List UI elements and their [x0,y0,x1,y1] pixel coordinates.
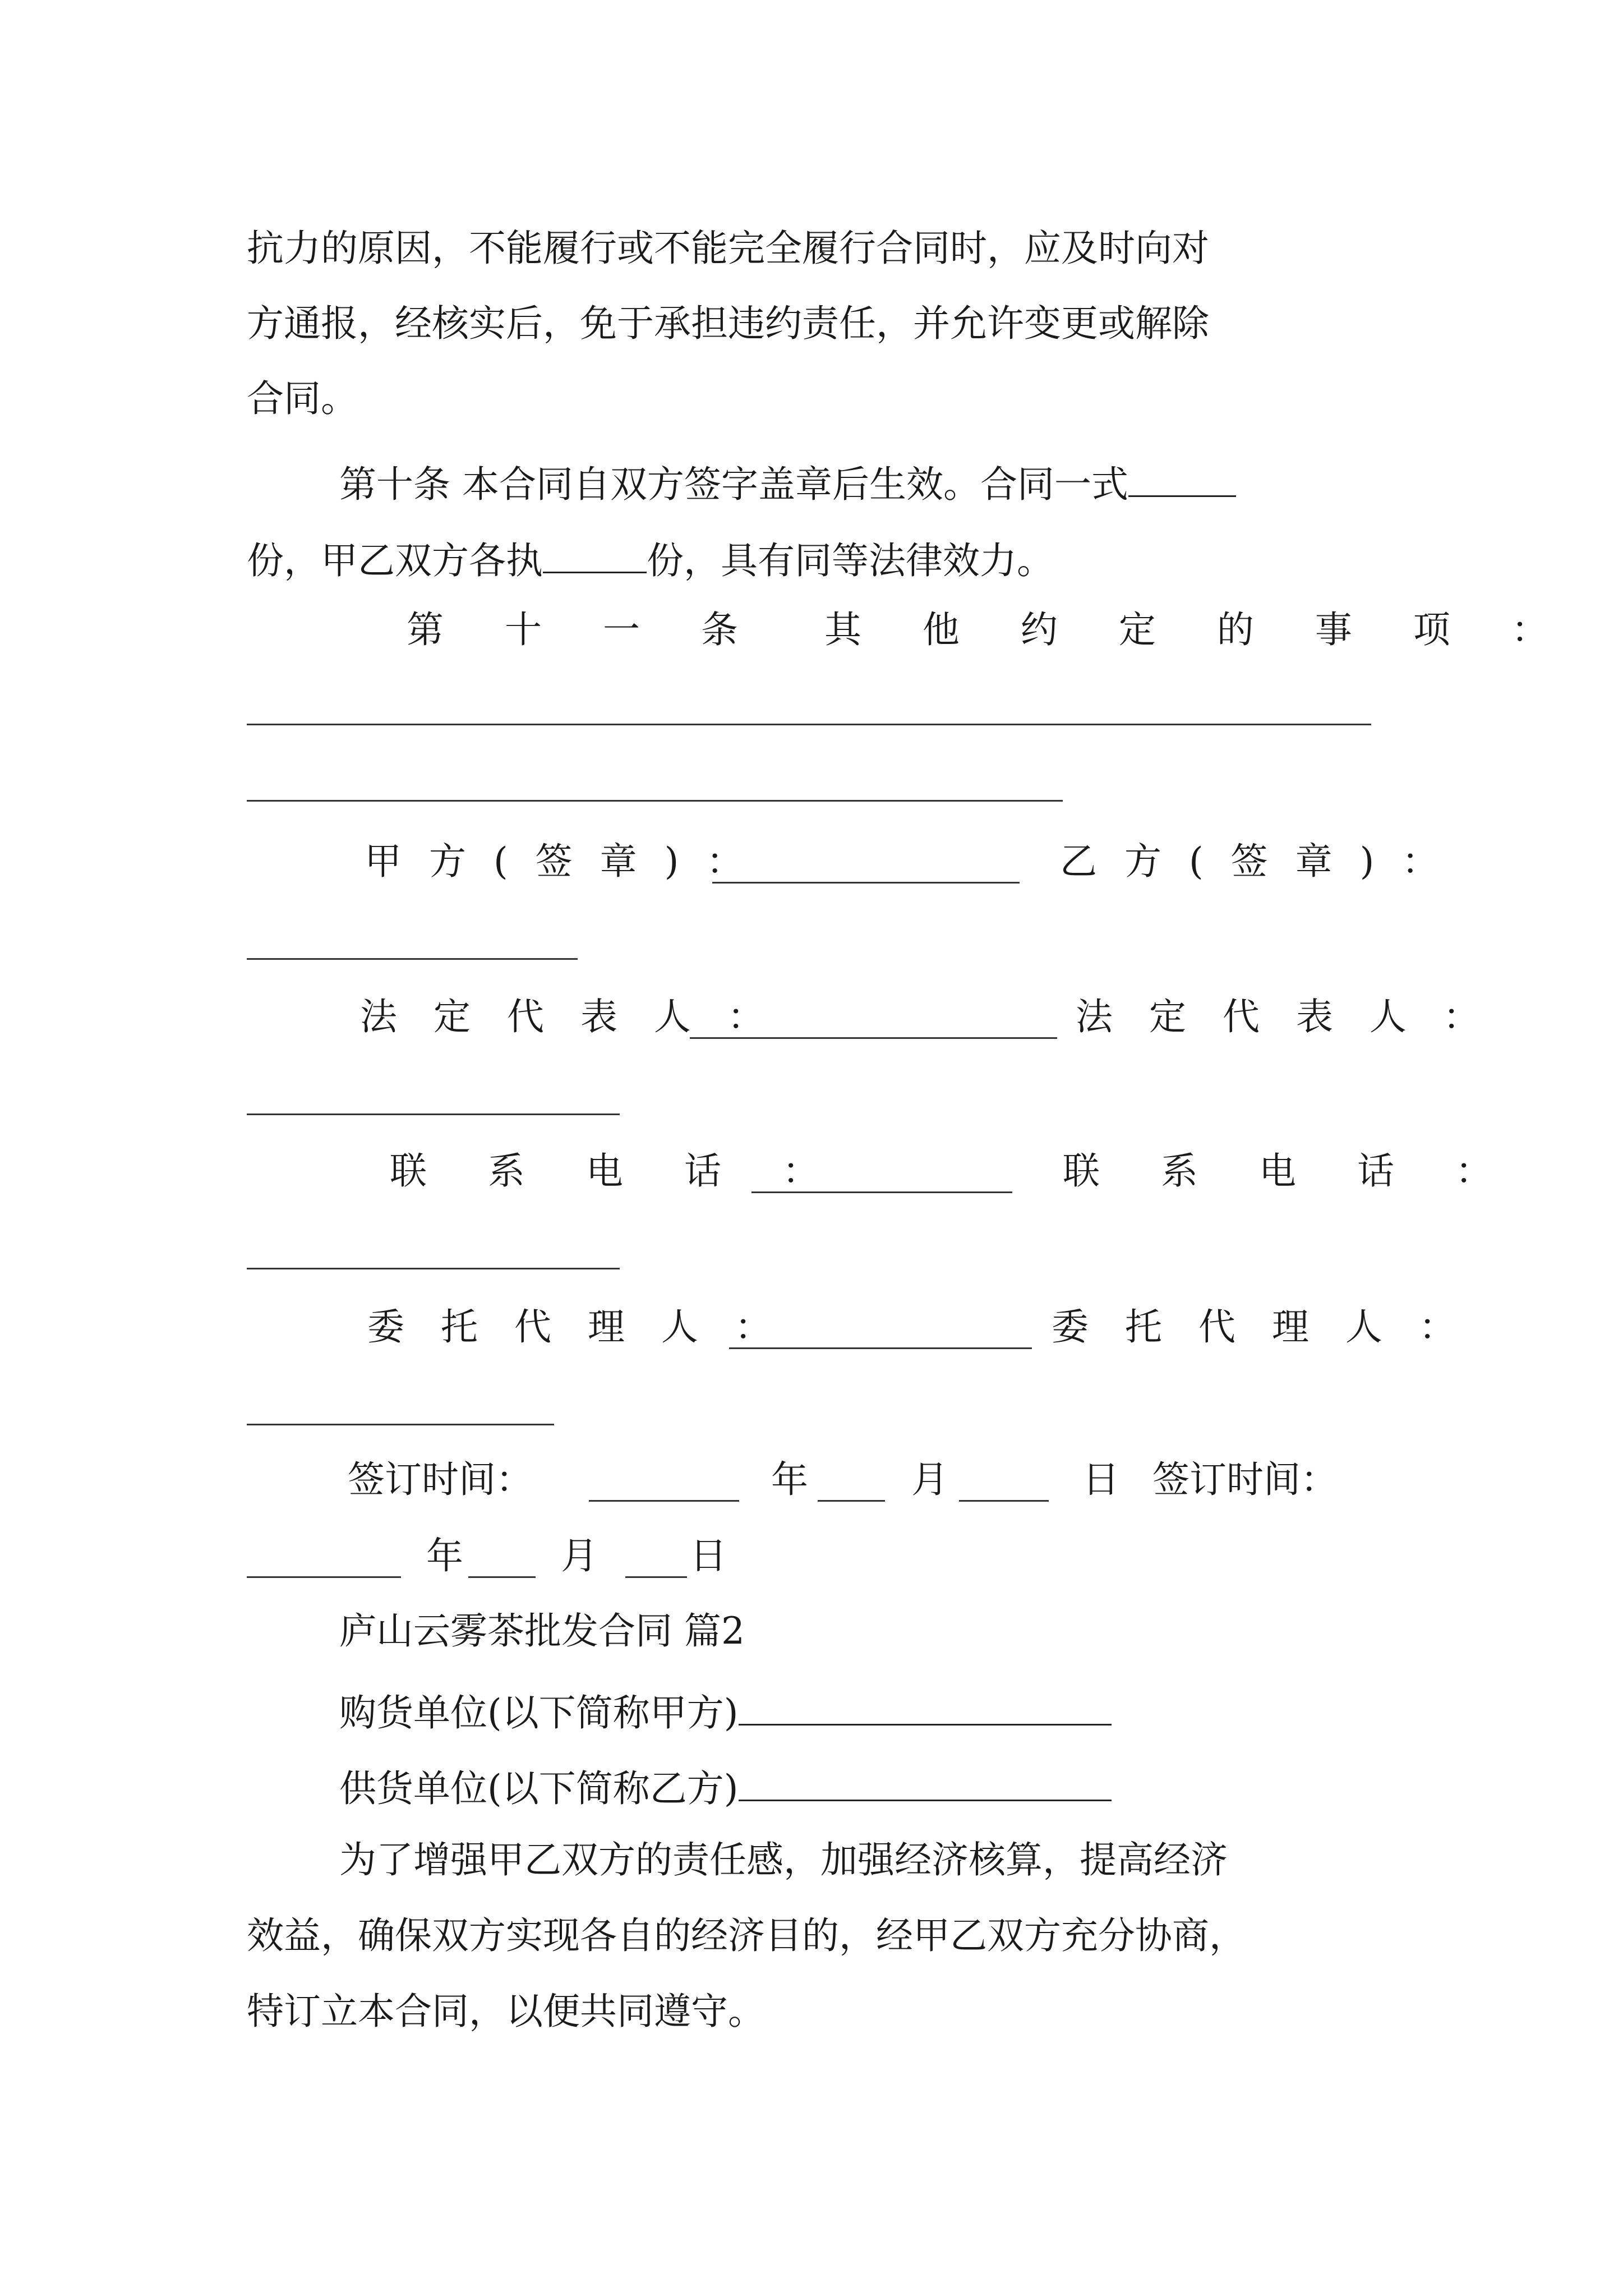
phone-a-blank [751,1191,1012,1193]
party-a-sign-label: 甲 方 ( 签 章 ) ： [365,840,751,883]
sign-date-b-day-blank [625,1576,687,1578]
phone-b-blank [247,1268,620,1269]
agent-b-label: 委 托 代 理 人 ： [1052,1305,1468,1349]
intro-line-1: 为了增强甲乙双方的责任感，加强经济核算，提高经济 [339,1838,1228,1881]
sign-date-b-day: 日 [690,1534,727,1577]
sign-date-a-day-blank [959,1500,1049,1502]
party-b-sign-blank [247,958,578,960]
seller-label: 供货单位(以下简称乙方) [339,1767,739,1810]
agent-b-blank [247,1424,554,1425]
body-text-line: 合同。 [247,377,358,420]
sign-date-b-year: 年 [426,1534,463,1577]
other-matters-blank-1 [247,724,1371,725]
party-b-sign-label: 乙 方 ( 签 章 ) ： [1060,840,1447,883]
body-text-line: 抗力的原因，不能履行或不能完全履行合同时，应及时向对 [247,227,1209,270]
article-10-line [339,452,1236,505]
sign-date-a-month-blank [818,1500,885,1502]
other-matters-blank-2 [247,800,1063,802]
sign-date-a-year: 年 [771,1458,808,1501]
sign-date-b-label: 签订时间： [1152,1458,1338,1501]
sign-date-a-day: 日 [1082,1458,1119,1501]
agent-a-label: 委 托 代 理 人 ： [367,1305,784,1349]
party-a-sign-blank [712,882,1020,884]
buyer-line [339,1680,1112,1734]
buyer-blank [739,1680,1112,1726]
body-text-line: 方通报，经核实后，免于承担违约责任，并允许变更或解除 [247,302,1209,345]
sign-date-b-year-blank [247,1576,401,1578]
sign-date-b-month: 月 [561,1534,598,1577]
article-10-text-b: 份，具有同等法律效力。 [647,539,1054,582]
seller-line [339,1756,1112,1810]
article-10-line-2 [247,528,1054,582]
phone-b-label: 联 系 电 话 ： [1063,1149,1517,1193]
sign-date-b-month-blank [468,1576,536,1578]
article-11-heading: 第 十 一 条 其 他 约 定 的 事 项 ： [407,608,1573,651]
article-10-text: 第十条 本合同自双方签字盖章后生效。合同一式 [339,463,1128,506]
section-2-title: 庐山云雾茶批发合同 篇2 [339,1609,745,1653]
intro-line-3: 特订立本合同，以便共同遵守。 [247,1990,765,2033]
copies-total-blank [1128,452,1236,497]
buyer-label: 购货单位(以下简称甲方) [339,1691,739,1734]
intro-line-2: 效益，确保双方实现各自的经济目的，经甲乙双方充分协商， [247,1914,1246,1957]
copies-each-blank [543,528,647,573]
agent-a-blank [729,1347,1032,1349]
legal-rep-a-blank [690,1037,1057,1039]
sign-date-a-label: 签订时间： [348,1458,533,1501]
sign-date-a-year-blank [589,1500,739,1502]
legal-rep-a-label: 法 定 代 表 人 ： [360,995,777,1038]
sign-date-a-month: 月 [911,1458,948,1501]
article-10-text-a: 份，甲乙双方各执 [247,539,543,582]
phone-a-label: 联 系 电 话 ： [390,1149,844,1193]
legal-rep-b-label: 法 定 代 表 人 ： [1076,995,1492,1038]
seller-blank [739,1756,1112,1801]
legal-rep-b-blank [247,1114,620,1115]
